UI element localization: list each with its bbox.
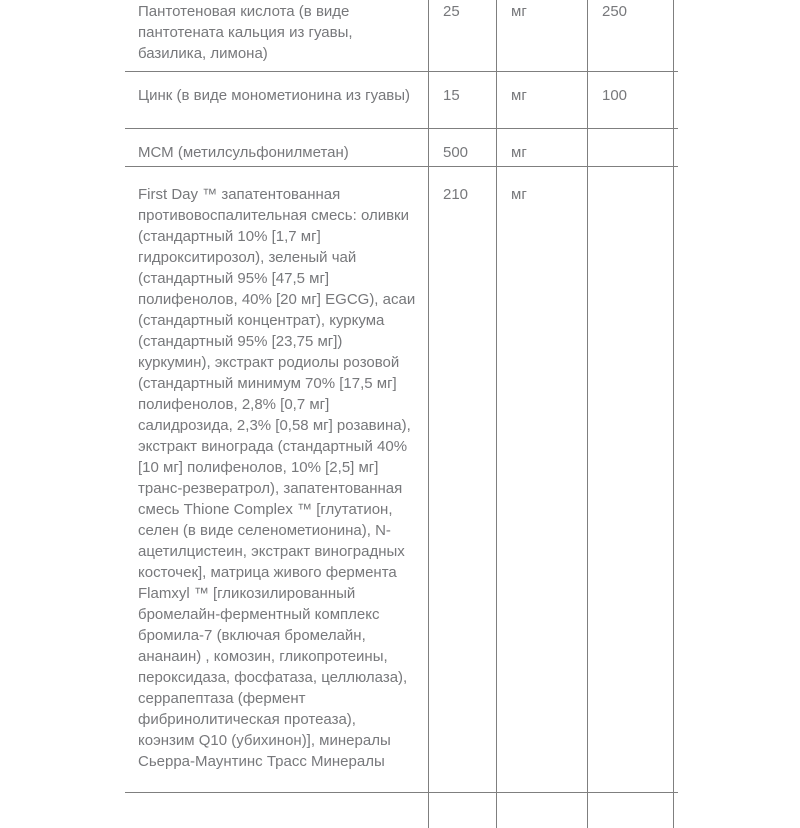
ingredient-name-cell xyxy=(125,793,428,827)
daily-value-cell: 250 xyxy=(602,3,628,20)
amount-cell: 25 xyxy=(443,3,460,20)
column-divider xyxy=(673,0,674,828)
table-row xyxy=(125,129,678,167)
amount-cell: 15 xyxy=(443,87,460,104)
column-divider xyxy=(496,0,497,828)
amount-cell: 210 xyxy=(443,186,469,203)
unit-cell: мг xyxy=(511,144,527,161)
amount-cell: 500 xyxy=(443,144,469,161)
ingredient-name-cell: МСМ (метилсульфонилметан) xyxy=(138,144,349,161)
amount-cell xyxy=(428,793,496,827)
unit-cell: мг xyxy=(511,186,527,203)
ingredient-name-cell: Пантотеновая кислота (в виде пантотената кальция из гуавы, базилика, лимона) xyxy=(138,3,353,62)
table-row xyxy=(125,72,678,129)
column-divider xyxy=(587,0,588,828)
daily-value-cell: 100 xyxy=(602,87,628,104)
ingredient-name-cell: Цинк (в виде монометионина из гуавы) xyxy=(138,87,411,104)
supplement-facts-table xyxy=(125,0,678,828)
table-row xyxy=(125,793,678,827)
unit-cell xyxy=(496,793,587,827)
daily-value-cell xyxy=(587,167,673,792)
column-divider xyxy=(428,0,429,828)
table-row xyxy=(125,167,678,793)
daily-value-cell xyxy=(587,129,673,166)
ingredient-name-cell: First Day ™ запатентованная противовоспалительная смесь: оливки (стандартный 10% [1,7 мг] гидрокситирозол), зеленый чай (стандартный 95% [47,5 мг] полифенолов, 40% [20 мг] EGCG), асаи (стандартный концентрат), куркума (стандартный 95% [23,75 мг]) куркумин), экстракт родиолы розовой (стандартный минимум 70% [17,5 мг] полифенолов, 2,8% [0,7 мг] салидрозида, 2,3% [0,58 мг] розавина), экстракт винограда (стандартный 40% [10 мг] полифенолов, 10% [2,5] мг] транс-резвератрол), запатентованная смесь Thione Complex ™ [глутатион, селен (в виде селенометионина), N-ацетилцистеин, экстракт виноградных косточек], матрица живого фермента Flamxyl ™ [гликозилированный бромелайн-ферментный комплекс бромила-7 (включая бромелайн, ананаин) , комозин, гликопротеины, пероксидаза, фосфатаза, целлюлаза), серрапептаза (фермент фибринолитическая протеаза), коэнзим Q10 (убихинон)], минералы Сьерра-Маунтинс Трасс Минералы xyxy=(138,186,416,770)
unit-cell: мг xyxy=(511,3,527,20)
unit-cell: мг xyxy=(511,87,527,104)
daily-value-cell xyxy=(587,793,673,827)
table-row xyxy=(125,0,678,72)
